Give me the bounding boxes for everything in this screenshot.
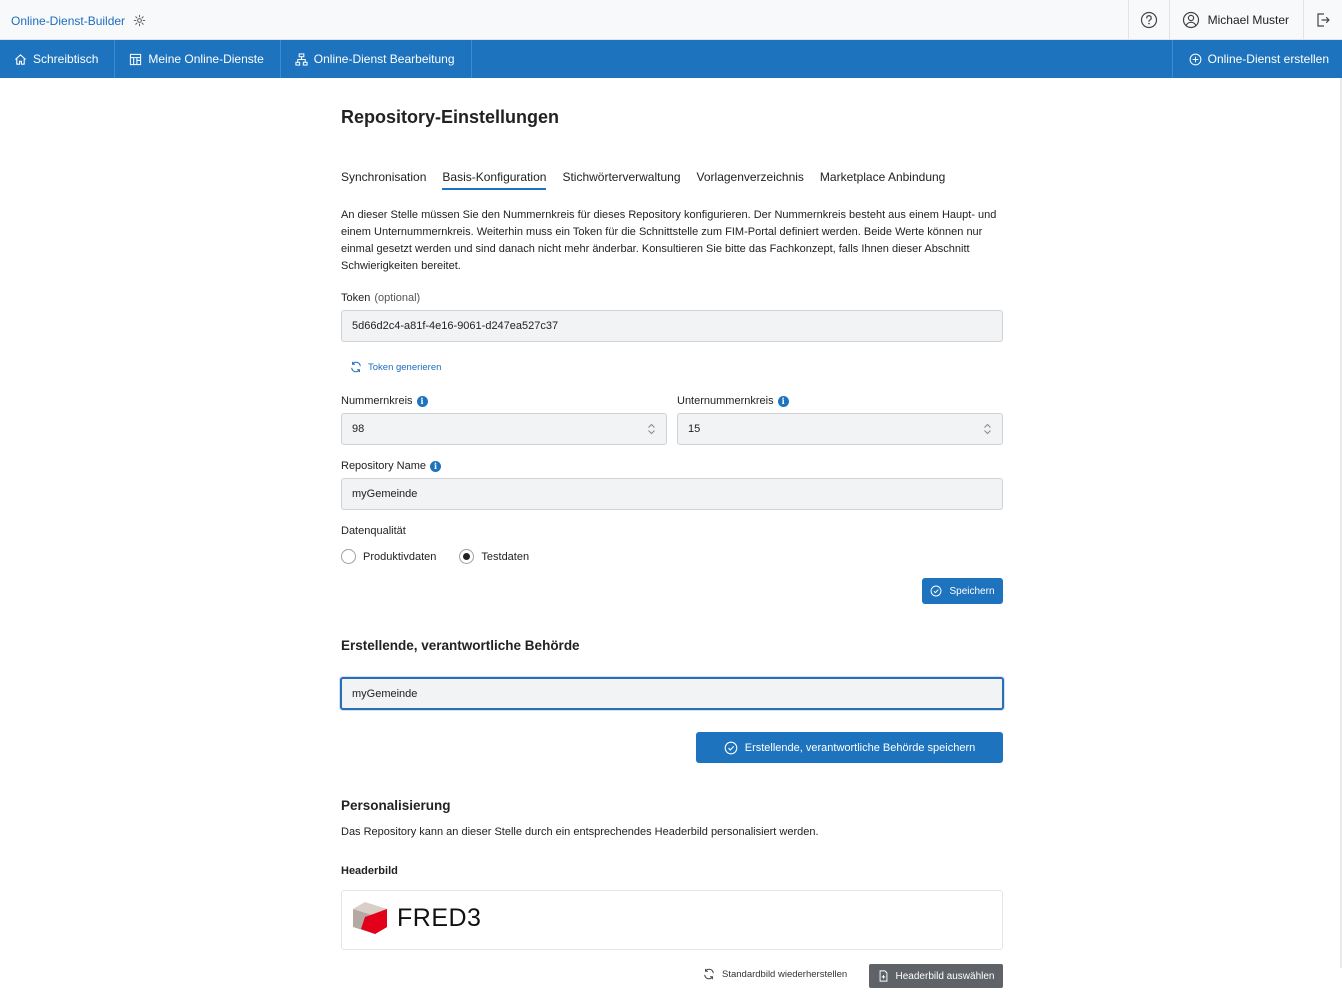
radio-testdaten[interactable]: [459, 549, 529, 564]
restore-label: Standardbild wiederherstellen: [722, 968, 848, 980]
grid-icon: [129, 53, 142, 66]
radio-label: Produktivdaten: [363, 550, 437, 563]
top-bar: [0, 0, 1342, 40]
datenqualitaet-label: Datenqualität: [341, 525, 406, 537]
token-optional-text: (optional): [374, 292, 421, 304]
nav-meine-online-dienste[interactable]: [115, 40, 280, 78]
repo-name-label-text: Repository Name: [341, 460, 426, 472]
personalisierung-description: Das Repository kann an dieser Stelle durch ein entsprechendes Headerbild personalisiert werden.: [341, 826, 819, 838]
nav-online-dienst-bearbeitung[interactable]: [281, 40, 472, 78]
tab-synchronisation[interactable]: Synchronisation: [341, 170, 427, 184]
radio-produktivdaten[interactable]: [341, 549, 436, 564]
check-circle-icon: [724, 741, 738, 755]
user-menu[interactable]: [1170, 0, 1303, 40]
user-name: Michael Muster: [1207, 13, 1289, 27]
repo-name-label: [341, 460, 441, 472]
headerbild-label: Headerbild: [341, 865, 398, 877]
radio-button-selected[interactable]: [459, 549, 474, 564]
tab-stichwoerterverwaltung[interactable]: Stichwörterverwaltung: [562, 170, 681, 184]
headerbild-preview: [341, 890, 1003, 950]
refresh-icon: [703, 968, 715, 980]
gear-icon[interactable]: [133, 14, 146, 27]
radio-button[interactable]: [341, 549, 356, 564]
intro-text: An dieser Stelle müssen Sie den Nummernkreis für dieses Repository konfigurieren. Der Nummernkreis besteht aus einem Haupt- und einem Unternummernkreis. Weiterhin muss ein Token für die Schnittstelle zum FIM-Portal definiert werden. Beide Werte können nur einmal gesetzt werden und sind danach nicht mehr änderbar. Konsultieren Sie bitte das Fachkonzept, falls Ihnen dieser Abschnitt Schwierigkeiten bereitet.: [341, 209, 997, 272]
behoerde-save-button[interactable]: [696, 732, 1003, 763]
create-online-dienst-button[interactable]: [1172, 40, 1342, 78]
main-navigation: [0, 40, 1342, 78]
user-circle-icon: [1182, 11, 1200, 29]
nav-schreibtisch[interactable]: [0, 40, 115, 78]
info-icon[interactable]: i: [778, 396, 789, 407]
logout-button[interactable]: [1304, 0, 1342, 40]
nummernkreis-value: 98: [352, 423, 365, 435]
fred3-logo-icon: [351, 901, 391, 935]
token-generate-label: Token generieren: [368, 361, 442, 373]
token-label-text: Token: [341, 292, 371, 304]
behoerde-title: Erstellende, verantwortliche Behörde: [341, 638, 580, 653]
refresh-icon: [350, 361, 362, 373]
info-icon[interactable]: i: [430, 461, 441, 472]
home-icon: [14, 53, 27, 66]
brand-link[interactable]: Online-Dienst-Builder: [11, 14, 126, 28]
tab-vorlagenverzeichnis[interactable]: Vorlagenverzeichnis: [696, 170, 804, 184]
repo-name-input[interactable]: myGemeinde: [341, 478, 1003, 510]
help-circle-icon: [1140, 11, 1158, 29]
token-label: [341, 292, 420, 304]
plus-circle-icon: [1189, 53, 1202, 66]
behoerde-input[interactable]: myGemeinde: [340, 677, 1004, 710]
choose-headerbild-button[interactable]: [869, 964, 1003, 988]
unternummernkreis-value: 15: [688, 423, 701, 435]
token-input[interactable]: 5d66d2c4-a81f-4e16-9061-d247ea527c37: [341, 310, 1003, 342]
choose-headerbild-label: Headerbild auswählen: [895, 970, 995, 982]
radio-label: Testdaten: [481, 550, 530, 563]
behoerde-save-label: Erstellende, verantwortliche Behörde speichern: [744, 741, 976, 754]
save-label: Speichern: [949, 585, 995, 597]
nummernkreis-label: [341, 395, 428, 407]
nav-spacer: [472, 40, 1172, 78]
personalisierung-title: Personalisierung: [341, 798, 451, 813]
tab-marketplace-anbindung[interactable]: Marketplace Anbindung: [819, 170, 946, 184]
create-label: Online-Dienst erstellen: [1207, 52, 1329, 66]
unternummernkreis-label: [677, 395, 789, 407]
stepper-icon[interactable]: [983, 422, 992, 436]
radio-dot: [463, 553, 470, 560]
page-title: Repository-Einstellungen: [341, 107, 560, 127]
nummernkreis-input[interactable]: [341, 413, 667, 445]
file-plus-icon: [878, 970, 889, 982]
nav-label: Meine Online-Dienste: [148, 52, 264, 66]
stepper-icon[interactable]: [647, 422, 656, 436]
check-circle-icon: [930, 585, 942, 597]
save-button[interactable]: [922, 578, 1003, 604]
sitemap-icon: [295, 53, 308, 66]
datenqualitaet-radio-group: [341, 549, 529, 564]
tab-basis-konfiguration[interactable]: Basis-Konfiguration: [442, 166, 546, 190]
unternummernkreis-input[interactable]: [677, 413, 1003, 445]
nav-label: Schreibtisch: [33, 52, 99, 66]
nav-label: Online-Dienst Bearbeitung: [313, 52, 455, 66]
nummernkreis-label-text: Nummernkreis: [341, 395, 413, 407]
unternummernkreis-label-text: Unternummernkreis: [677, 395, 774, 407]
restore-default-image-button[interactable]: [703, 968, 847, 980]
token-generate-button[interactable]: [350, 361, 441, 373]
tab-bar: [341, 166, 961, 190]
info-icon[interactable]: i: [417, 396, 428, 407]
help-button[interactable]: [1129, 0, 1169, 40]
top-right-actions: [1128, 0, 1342, 40]
logout-icon: [1315, 12, 1331, 28]
logo-text: FRED3: [397, 904, 482, 932]
